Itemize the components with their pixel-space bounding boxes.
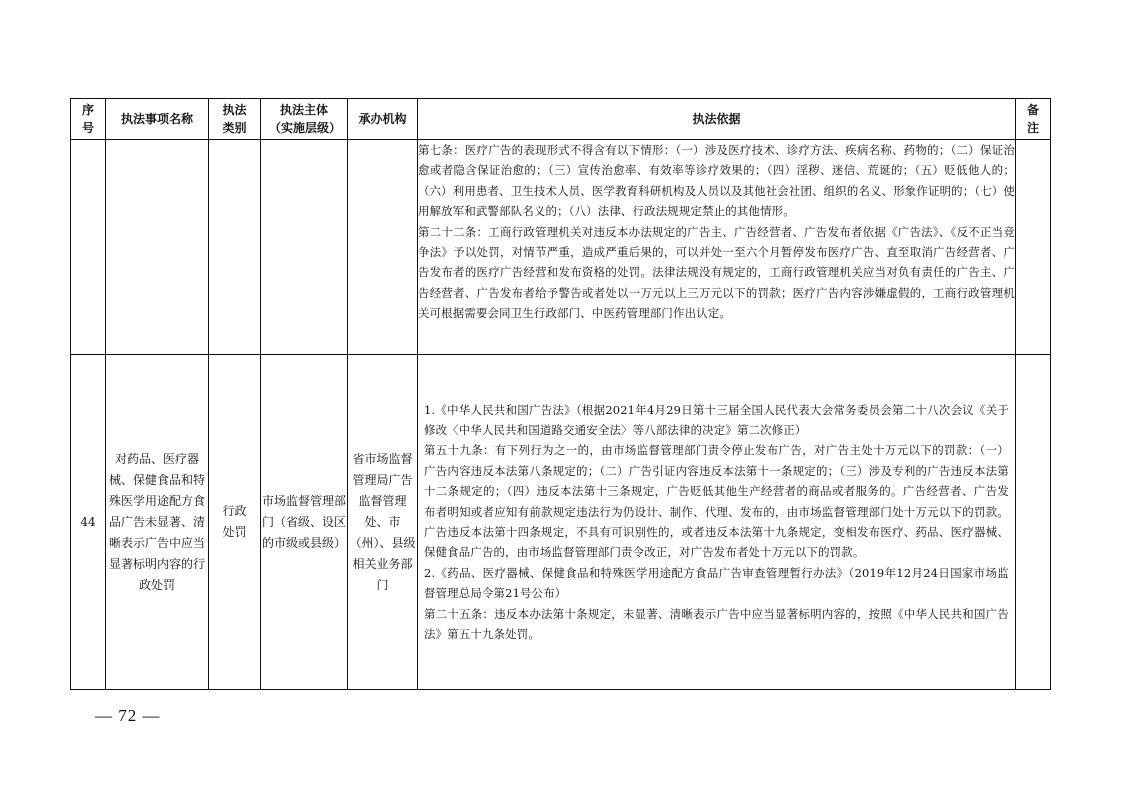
basis-paragraph: 第二十二条：工商行政管理机关对违反本办法规定的广告主、广告经营者、广告发布者依据《广告法》、《反不正当竞争法》予以处罚，对情节严重，造成严重后果的，可以并处一至六个月暂停发布医疗广告、直至取消广告经营者、广告发布者的医疗广告经营和发布资格的处罚。法律法规没有规定的，工商行政管理机关应当对负有责任的广告主、广告经营者、广告发布者给予警告或者处以一万元以上三万元以下的罚款；医疗广告内容涉嫌虚假的，工商行政管理机关可根据需要会同卫生行政部门、中医药管理部门作出认定。: [418, 224, 1015, 321]
row-item-name: [106, 140, 209, 355]
row-item-name: 对药品、医疗器械、保健食品和特殊医学用途配方食品广告未显著、清晰表示广告中应当显著标明内容的行政处罚: [106, 355, 209, 690]
row-seq: [71, 140, 106, 355]
table-row: [71, 140, 1051, 355]
row-seq: 44: [71, 355, 106, 690]
row-category: [209, 140, 261, 355]
header-notes: 备注: [1016, 99, 1051, 140]
row-basis: [418, 140, 1016, 355]
basis-paragraph: 2.《药品、医疗器械、保健食品和特殊医学用途配方食品广告审查管理暂行办法》（2019年12月24日国家市场监督管理总局令第21号公布）: [424, 565, 1009, 601]
header-item-name: 执法事项名称: [106, 99, 209, 140]
basis-paragraph: 第五十九条：有下列行为之一的，由市场监督管理部门责令停止发布广告，对广告主处十万元以下的罚款：（一）广告内容违反本法第八条规定的；（二）广告引证内容违反本法第十一条规定的；（三）涉及专利的广告违反本法第十二条规定的；（四）违反本法第十三条规定，广告贬低其他生产经营者的商品或者服务的。广告经营者、广告发布者明知或者应知有前款规定违法行为仍设计、制作、代理、发布的，由市场监督管理部门处十万元以下的罚款。广告违反本法第十四条规定，不具有可识别性的，或者违反本法第十九条规定，变相发布医疗、药品、医疗器械、保健食品广告的，由市场监督管理部门责令改正，对广告发布者处十万元以下的罚款。: [424, 443, 1009, 560]
row-category: 行政处罚: [209, 355, 261, 690]
table-row: [71, 355, 1051, 690]
basis-paragraph: 第二十五条：违反本办法第十条规定，未显著、清晰表示广告中应当显著标明内容的，按照《中华人民共和国广告法》第五十九条处罚。: [424, 606, 1009, 642]
basis-paragraph: 1.《中华人民共和国广告法》（根据2021年4月29日第十三届全国人民代表大会常务委员会第二十八次会议《关于修改〈中华人民共和国道路交通安全法〉等八部法律的决定》第二次修正）: [424, 402, 1009, 437]
enforcement-items-table: [70, 98, 1051, 690]
row-notes: [1016, 140, 1051, 355]
page-number: — 72 —: [95, 706, 161, 725]
table-header-row: [71, 99, 1051, 140]
row-agency: [348, 140, 418, 355]
header-category: 执法类别: [209, 99, 261, 140]
header-subject: 执法主体（实施层级）: [261, 99, 348, 140]
row-agency: 省市场监督管理局广告监督管理处、市（州）、县级相关业务部门: [348, 355, 418, 690]
row-notes: [1016, 355, 1051, 690]
row-subject: [261, 140, 348, 355]
header-basis: 执法依据: [418, 99, 1016, 140]
row-subject: 市场监督管理部门（省级、设区的市级或县级）: [261, 355, 348, 690]
header-agency: 承办机构: [348, 99, 418, 140]
basis-paragraph: 第七条：医疗广告的表现形式不得含有以下情形：（一）涉及医疗技术、诊疗方法、疾病名称、药物的；（二）保证治愈或者隐含保证治愈的；（三）宣传治愈率、有效率等诊疗效果的；（四）淫秽、迷信、荒诞的；（五）贬低他人的；（六）利用患者、卫生技术人员、医学教育科研机构及人员以及其他社会社团、组织的名义、形象作证明的；（七）使用解放军和武警部队名义的；（八）法律、行政法规规定禁止的其他情形。: [418, 143, 1016, 219]
header-seq: 序号: [71, 99, 106, 140]
row-basis: [418, 355, 1016, 690]
